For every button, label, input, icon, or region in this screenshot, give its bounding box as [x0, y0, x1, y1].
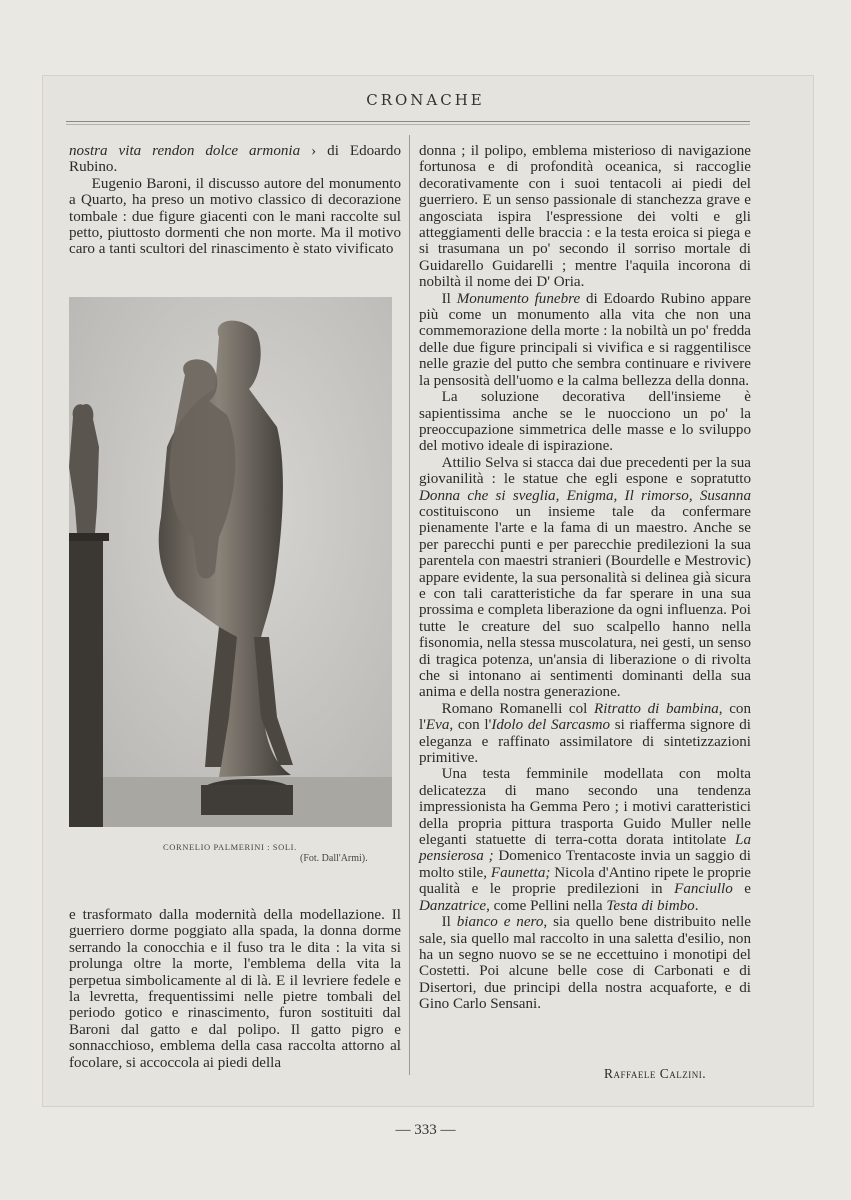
text: costituiscono un insieme tale da confermare pienamente l'arte e la fama di un maestro. Anche se per parecchi punti e per parecchie predilezioni la sua parentela con maestri stranieri (Bourdelle e Mestrovic) appare evidente, la sua personalità si delinea già sicura e con tali caratteristiche da far sperare in una sua prossima e completa liberazione da ogni influenza. Poi tutte le creature del suo scalpello hanno nella fisonomia, nella stessa muscolatura, nei gesti, un senso di tragica potenza, un'ansia di liberazione o di rivolta che si intonano ai sentimenti dominanti della sua anima e della nostra generazione. — [419, 503, 751, 701]
running-header: CRONACHE — [366, 91, 485, 109]
text: Attilio Selva si stacca dai due precedenti per la sua giovanilità : le statue che egli espone e sopratutto — [419, 454, 751, 488]
paragraph — [419, 766, 751, 914]
text: Eugenio Baroni, il discusso autore del monumento a Quarto, ha preso un motivo classico di decorazione tombale : due figure giacenti con le mani raccolte sul petto, piuttosto dormenti che non morte. Ma il motivo caro a tanti scultori del rinascimento è stato vivificato — [69, 175, 401, 258]
left-column-bottom — [69, 907, 401, 1071]
text: Il — [441, 914, 457, 931]
italic-text: Ritratto di bambina — [594, 700, 719, 717]
header-rule — [66, 121, 750, 122]
paragraph — [419, 914, 751, 1012]
text: , sia quello bene distribuito nelle sale, sia quello mal raccolto in una saletta d'esilio, non ha un segno nuovo se se ne eccettuino i monotipi del Costetti. Poi alcune belle cose di Carbonati e di Disertori, due principi della nostra acquaforte, e di Gino Carlo Sensani. — [419, 914, 752, 1013]
italic-text: Donna che si sveglia, Enigma, Il rimorso, Susanna — [419, 487, 751, 504]
text: La soluzione decorativa dell'insieme è sapientissima anche se le nuocciono un po' la preoccupazione simmetrica delle masse e lo sviluppo del motivo ideale di ispirazione. — [419, 389, 751, 455]
paragraph — [419, 143, 751, 291]
column-separator — [409, 135, 410, 1075]
text: Il — [441, 290, 457, 307]
italic-text: Eva — [425, 717, 450, 734]
italic-text: Monumento funebre — [456, 290, 581, 307]
italic-text: La pensierosa ; — [419, 832, 751, 865]
text: Una testa femminile modellata con molta delicatezza di mano secondo una tendenza impressionista ha Gemma Pero ; i motivi caratteristici della propria pittura trasporta Guido Muller nelle eleganti statuette di terra-cotta dorata intitolate — [419, 766, 751, 849]
text: e — [732, 881, 751, 898]
text: Nicola d'Antino ripete le proprie qualità e le proprie predilezioni in — [419, 864, 751, 898]
text: Romano Romanelli col — [441, 700, 594, 717]
text: Domenico Trentacoste invia un saggio di molto stile, — [419, 848, 751, 881]
italic-text: Testa di bimbo — [606, 897, 695, 914]
header-rule-secondary — [66, 124, 750, 125]
text: di Edoardo Rubino appare più come un monumento alla vita che non una commemorazione della morte : la nobiltà un po' fredda delle due figure principali si vivifica e si raggentilisce nelle grazie del putto che sembra continuare e rivivere la pensosità dell'uomo e la calma bellezza della donna. — [419, 290, 752, 389]
author-signature: Raffaele Calzini. — [604, 1066, 707, 1081]
photo-credit: (Fot. Dall'Armi). — [300, 853, 368, 864]
sculpture-illustration — [69, 297, 392, 827]
italic-text: Idolo del Sarcasmo — [491, 717, 611, 734]
italic-text: Faunetta; — [490, 864, 551, 881]
text: , con l' — [449, 717, 492, 734]
italic-text: nostra vita rendon dolce armonia — [69, 143, 312, 159]
italic-text: bianco e nero — [456, 914, 544, 931]
text: , con l' — [419, 700, 751, 734]
right-column — [419, 143, 751, 1013]
paragraph — [69, 176, 401, 258]
paragraph — [419, 701, 751, 767]
text: . — [694, 897, 699, 914]
text: › di Edoardo Rubino. — [69, 143, 401, 176]
paragraph — [69, 143, 401, 176]
paragraph — [419, 455, 751, 701]
text: si riafferma signore di eleganza e raffinato assimilatore di sintetizzazioni primitive. — [419, 717, 752, 767]
text: , come Pellini nella — [486, 897, 607, 914]
italic-text: Fanciullo — [674, 881, 733, 898]
paragraph — [419, 389, 751, 455]
italic-text: Danzatrice — [419, 897, 487, 914]
text: donna ; il polipo, emblema misterioso di navigazione fortunosa e di profondità oceanica, si raccoglie decorativamente con i suoi tentacoli ai piedi del guerriero. E un senso passionale di stanchezza grave e angosciata ispira l'espressione dei volti e gli atteggiamenti delle braccia : e la testa eroica si piega e si trasumana un po' secondo il sorriso mortale di Guidarello Guidarelli ; mentre l'aquila incorona di nobiltà il nome dei D' Oria. — [419, 143, 751, 291]
left-column-top — [69, 143, 401, 258]
page-number: — 333 — — [395, 1122, 456, 1138]
paragraph — [419, 291, 751, 389]
sculpture-photo — [69, 297, 392, 827]
text: e trasformato dalla modernità della modellazione. Il guerriero dorme poggiato alla spada, la donna dorme serrando la conocchia e il fuso tra le dita : la vita si prolunga oltre la morte, l'emblema della vita la perpetua simbolicamente al di là. E il levriere fedele e la levretta, frequentissimi nelle pietre tombali del periodo gotico e rinascimento, furon sostituiti dal Baroni dal gatto e dal polipo. Il gatto pigro e sonnacchioso, emblema della casa raccolta attorno al focolare, si accoccola ai piedi della — [69, 907, 401, 1071]
figure-caption: CORNELIO PALMERINI : SOLI. — [163, 842, 297, 852]
paragraph — [69, 907, 401, 1071]
